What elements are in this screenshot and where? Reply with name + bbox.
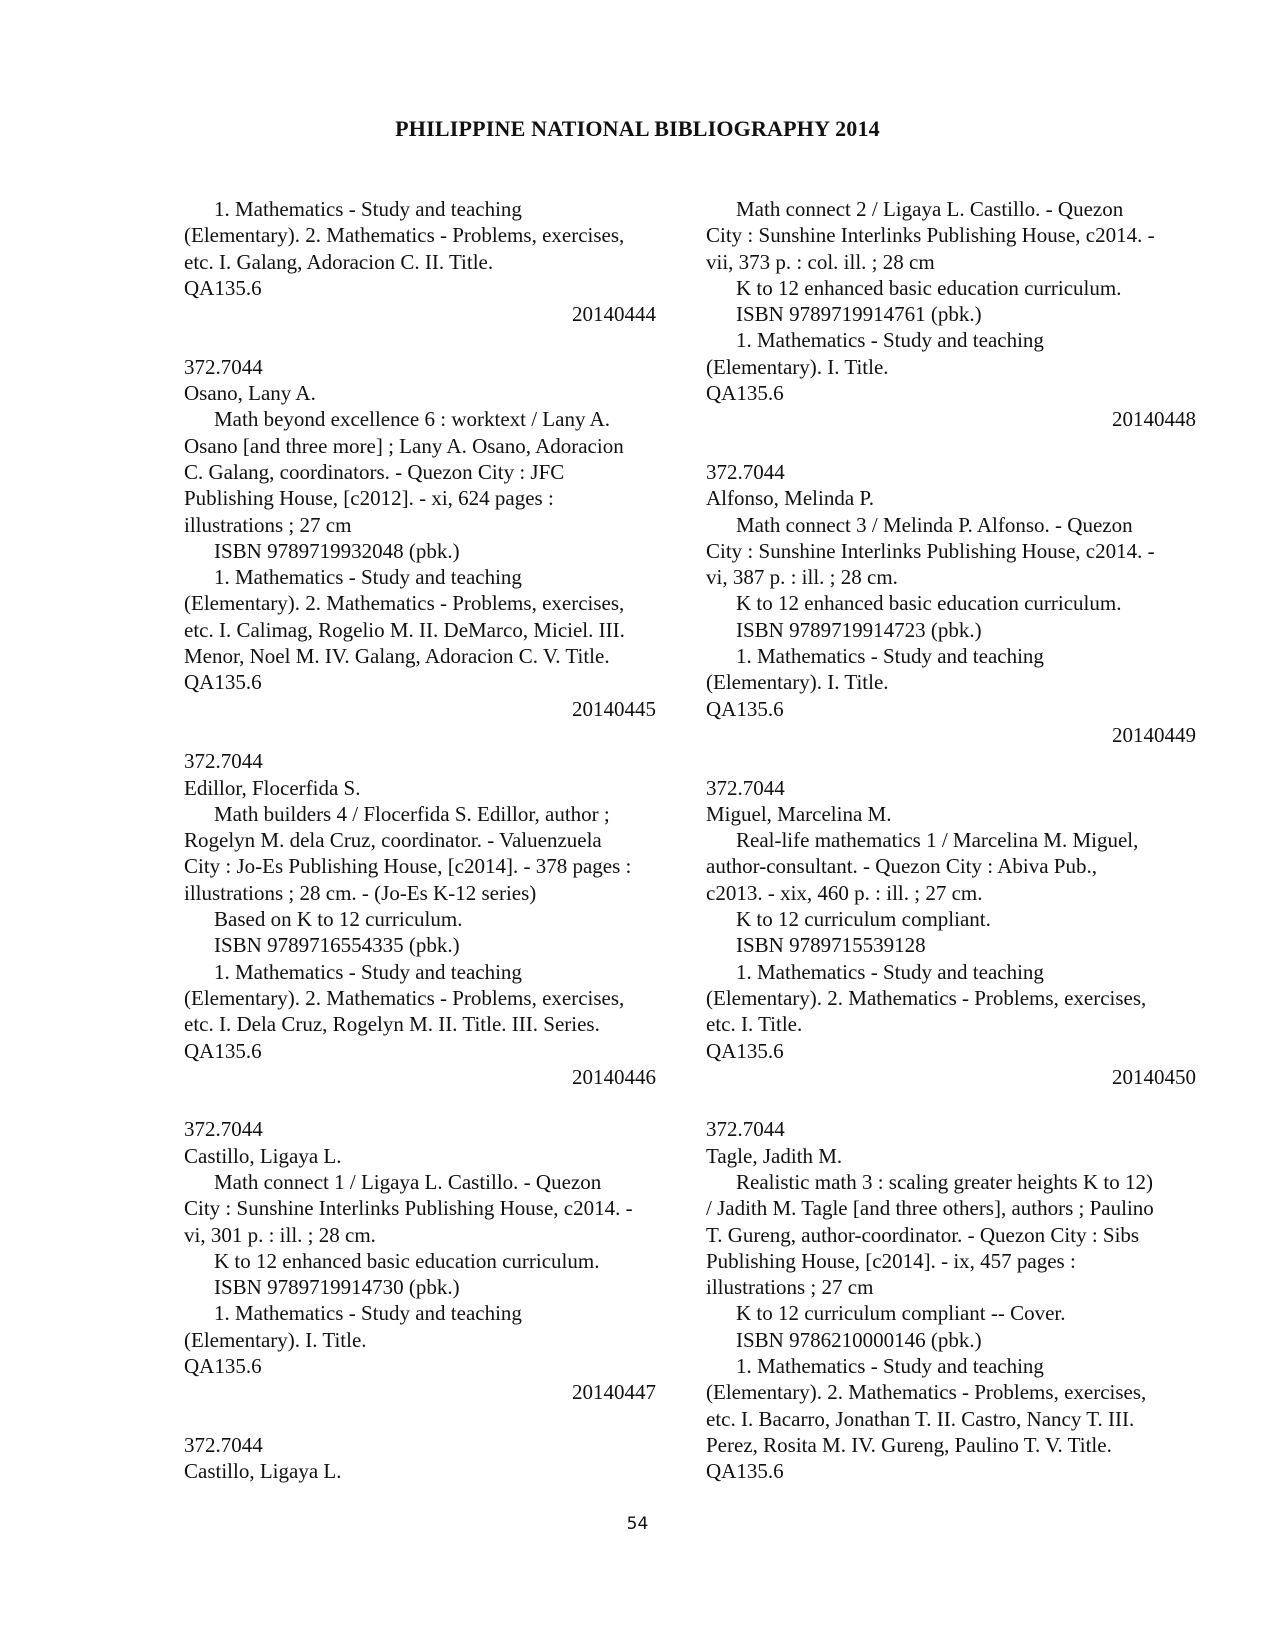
isbn: ISBN 9789719932048 (pbk.): [214, 538, 460, 563]
subject-line: 1. Mathematics - Study and teaching: [214, 565, 522, 590]
bib-entry: [706, 775, 1196, 1091]
publication-line: Publishing House, [c2012]. - xi, 624 pages :: [184, 486, 554, 511]
note: K to 12 enhanced basic education curriculum.: [214, 1248, 600, 1273]
call-number: QA135.6: [706, 381, 784, 406]
physical-description: illustrations ; 28 cm. - (Jo-Es K-12 series): [184, 880, 537, 905]
record-number: 20140450: [1112, 1064, 1196, 1089]
page-title: PHILIPPINE NATIONAL BIBLIOGRAPHY 2014: [395, 116, 880, 141]
call-number: QA135.6: [706, 696, 784, 721]
call-number: QA135.6: [184, 275, 262, 300]
bib-entry: [184, 1432, 656, 1485]
title-statement: Math builders 4 / Flocerfida S. Edillor, author ;: [214, 801, 610, 826]
subject-line: (Elementary). 2. Mathematics - Problems, exercises,: [184, 985, 625, 1010]
subject-line: 1. Mathematics - Study and teaching: [736, 1354, 1044, 1379]
publication-line: City : Sunshine Interlinks Publishing House, c2014. -: [184, 1196, 633, 1221]
author-heading: Tagle, Jadith M.: [706, 1143, 843, 1168]
isbn: ISBN 9789716554335 (pbk.): [214, 933, 460, 958]
title-statement: / Jadith M. Tagle [and three others], authors ; Paulino: [706, 1196, 1154, 1221]
physical-description: illustrations ; 27 cm: [706, 1275, 874, 1300]
subject-line: etc. I. Dela Cruz, Rogelyn M. II. Title. III. Series.: [184, 1012, 600, 1037]
title-statement: Osano [and three more] ; Lany A. Osano, Adoracion: [184, 433, 624, 458]
subject-line: etc. I. Bacarro, Jonathan T. II. Castro, Nancy T. III.: [706, 1406, 1135, 1431]
physical-description: vii, 373 p. : col. ill. ; 28 cm: [706, 249, 935, 274]
publication-line: author-consultant. - Quezon City : Abiva Pub.,: [706, 854, 1097, 879]
title-statement: Realistic math 3 : scaling greater heights K to 12): [736, 1169, 1153, 1194]
subject-line: 1. Mathematics - Study and teaching: [736, 644, 1044, 669]
physical-description: vi, 387 p. : ill. ; 28 cm.: [706, 565, 898, 590]
subject-line: (Elementary). I. Title.: [706, 354, 889, 379]
author-heading: Alfonso, Melinda P.: [706, 486, 874, 511]
subject-line: (Elementary). 2. Mathematics - Problems, exercises,: [184, 223, 625, 248]
classification-number: 372.7044: [184, 1117, 263, 1142]
left-column: [184, 196, 656, 1485]
physical-description: vi, 301 p. : ill. ; 28 cm.: [184, 1222, 376, 1247]
isbn: ISBN 9789719914761 (pbk.): [736, 302, 982, 327]
publication-line: T. Gureng, author-coordinator. - Quezon City : Sibs: [706, 1222, 1140, 1247]
note: K to 12 curriculum compliant.: [736, 907, 991, 932]
subject-line: (Elementary). 2. Mathematics - Problems, exercises,: [184, 591, 625, 616]
right-column: [706, 196, 1196, 1485]
bib-entry: [184, 354, 656, 722]
call-number: QA135.6: [184, 670, 262, 695]
isbn: ISBN 9789719914730 (pbk.): [214, 1275, 460, 1300]
title-statement: Math connect 2 / Ligaya L. Castillo. - Quezon: [736, 197, 1124, 221]
classification-number: 372.7044: [184, 1432, 263, 1457]
record-number: 20140446: [572, 1064, 656, 1089]
page-number: 54: [626, 1514, 649, 1534]
title-statement: Math connect 1 / Ligaya L. Castillo. - Quezon: [214, 1169, 602, 1194]
bib-entry: [706, 459, 1196, 748]
note: K to 12 enhanced basic education curriculum.: [736, 275, 1122, 300]
isbn: ISBN 9789719914723 (pbk.): [736, 617, 982, 642]
author-heading: Castillo, Ligaya L.: [184, 1143, 342, 1168]
bib-entry: [706, 1116, 1196, 1484]
subject-line: 1. Mathematics - Study and teaching: [214, 1301, 522, 1326]
title-statement: Math connect 3 / Melinda P. Alfonso. - Quezon: [736, 512, 1133, 537]
subject-line: 1. Mathematics - Study and teaching: [736, 328, 1044, 353]
call-number: QA135.6: [706, 1038, 784, 1063]
title-statement: Rogelyn M. dela Cruz, coordinator. - Valuenzuela: [184, 828, 602, 853]
publication-line: City : Sunshine Interlinks Publishing House, c2014. -: [706, 538, 1155, 563]
publication-line: Publishing House, [c2014]. - ix, 457 pages :: [706, 1248, 1076, 1273]
classification-number: 372.7044: [184, 354, 263, 379]
title-statement: Math beyond excellence 6 : worktext / Lany A.: [214, 407, 610, 432]
bib-entry: [184, 1116, 656, 1405]
author-heading: Osano, Lany A.: [184, 381, 316, 406]
subject-line: 1. Mathematics - Study and teaching: [214, 197, 522, 221]
subject-line: Perez, Rosita M. IV. Gureng, Paulino T. V. Title.: [706, 1432, 1112, 1457]
subject-line: (Elementary). 2. Mathematics - Problems, exercises,: [706, 985, 1147, 1010]
author-heading: Edillor, Flocerfida S.: [184, 775, 361, 800]
subject-line: (Elementary). 2. Mathematics - Problems, exercises,: [706, 1380, 1147, 1405]
record-number: 20140448: [1112, 407, 1196, 432]
classification-number: 372.7044: [706, 775, 785, 800]
subject-line: (Elementary). I. Title.: [184, 1327, 367, 1352]
title-statement: Real-life mathematics 1 / Marcelina M. Miguel,: [736, 828, 1139, 853]
subject-line: etc. I. Calimag, Rogelio M. II. DeMarco, Miciel. III.: [184, 617, 625, 642]
call-number: QA135.6: [706, 1459, 784, 1484]
author-heading: Castillo, Ligaya L.: [184, 1459, 342, 1484]
bib-entry-continued: [184, 196, 656, 327]
note: Based on K to 12 curriculum.: [214, 907, 463, 932]
subject-line: etc. I. Galang, Adoracion C. II. Title.: [184, 249, 494, 274]
publication-line: City : Jo-Es Publishing House, [c2014]. - 378 pages :: [184, 854, 632, 879]
classification-number: 372.7044: [706, 459, 785, 484]
bib-entry: [184, 748, 656, 1090]
publication-line: City : Sunshine Interlinks Publishing House, c2014. -: [706, 223, 1155, 248]
note: K to 12 curriculum compliant -- Cover.: [736, 1301, 1066, 1326]
call-number: QA135.6: [184, 1354, 262, 1379]
record-number: 20140445: [572, 696, 656, 721]
subject-line: Menor, Noel M. IV. Galang, Adoracion C. V. Title.: [184, 644, 610, 669]
call-number: QA135.6: [184, 1038, 262, 1063]
subject-line: etc. I. Title.: [706, 1012, 803, 1037]
subject-line: 1. Mathematics - Study and teaching: [214, 959, 522, 984]
bib-entry-continued: [706, 196, 1196, 433]
record-number: 20140444: [572, 302, 656, 327]
classification-number: 372.7044: [184, 749, 263, 774]
isbn: ISBN 9789715539128: [736, 933, 926, 958]
record-number: 20140447: [572, 1380, 656, 1405]
title-statement: C. Galang, coordinators. - Quezon City : JFC: [184, 459, 565, 484]
classification-number: 372.7044: [706, 1117, 785, 1142]
subject-line: 1. Mathematics - Study and teaching: [736, 959, 1044, 984]
record-number: 20140449: [1112, 722, 1196, 747]
physical-description: c2013. - xix, 460 p. : ill. ; 27 cm.: [706, 880, 983, 905]
subject-line: (Elementary). I. Title.: [706, 670, 889, 695]
isbn: ISBN 9786210000146 (pbk.): [736, 1327, 982, 1352]
note: K to 12 enhanced basic education curriculum.: [736, 591, 1122, 616]
physical-description: illustrations ; 27 cm: [184, 512, 352, 537]
author-heading: Miguel, Marcelina M.: [706, 801, 892, 826]
